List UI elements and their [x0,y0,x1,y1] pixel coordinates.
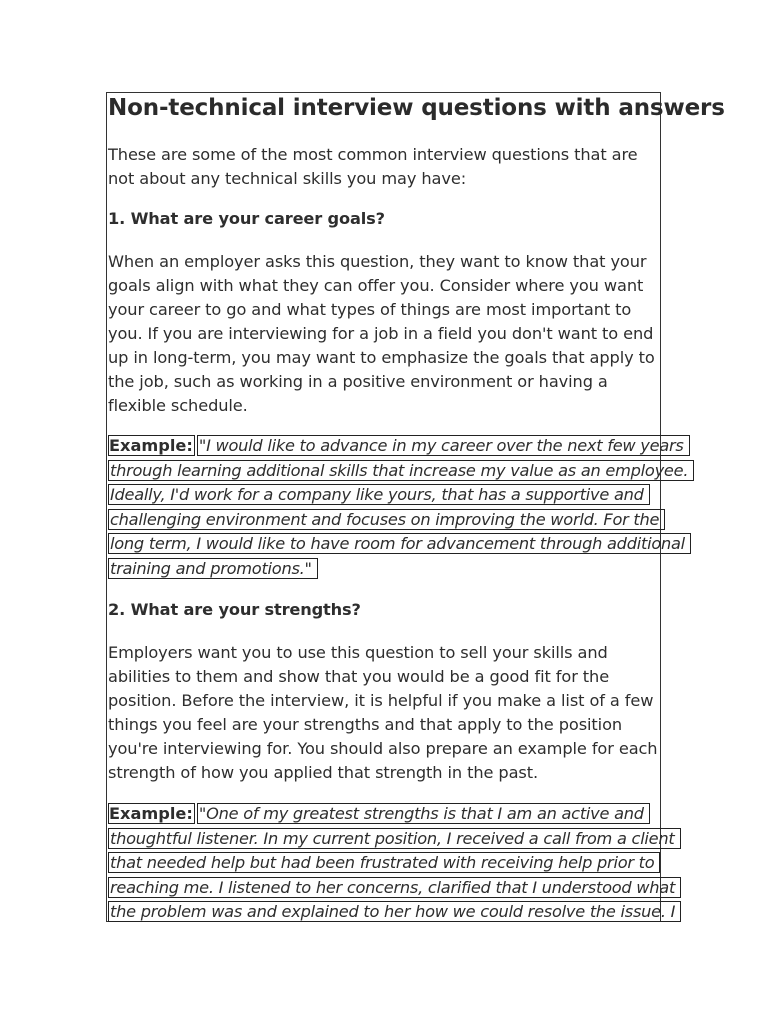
example-text-line: challenging environment and focuses on improving the world. For the [108,509,665,530]
text-line: up in long-term, you may want to emphasize the goals that apply to [108,348,655,367]
example-text-line: Ideally, I'd work for a company like yours, that has a supportive and [108,484,650,505]
question-1-answer [108,250,655,418]
example-text-line: "One of my greatest strengths is that I am an active and [197,803,650,824]
question-1-heading: 1. What are your career goals? [108,209,385,228]
example-text-line: that needed help but had been frustrated with receiving help prior to [108,852,660,873]
example-text-line: long term, I would like to have room for advancement through additional [108,533,691,554]
example-text-line: the problem was and explained to her how we could resolve the issue. I [108,901,681,922]
intro-paragraph [108,143,638,191]
example-label: Example: [109,436,193,455]
example-text-line: reaching me. I listened to her concerns, clarified that I understood what [108,877,681,898]
text-line: the job, such as working in a positive environment or having a [108,372,608,391]
example-text-line: through learning additional skills that increase my value as an employee. [108,460,694,481]
example-text-line: "I would like to advance in my career over the next few years [197,435,690,456]
text-line: you. If you are interviewing for a job in a field you don't want to end [108,324,654,343]
text-line: position. Before the interview, it is helpful if you make a list of a few [108,691,654,710]
example-text-line: thoughtful listener. In my current position, I received a call from a client [108,828,681,849]
document-page [106,92,725,922]
question-2-example [108,802,681,925]
text-line: you're interviewing for. You should also prepare an example for each [108,739,658,758]
page-title: Non-technical interview questions with answers [108,95,725,121]
text-line: your career to go and what types of things are most important to [108,300,632,319]
text-line: strength of how you applied that strength in the past. [108,763,539,782]
question-2-answer [108,641,657,785]
question-2-heading: 2. What are your strengths? [108,600,361,619]
example-text-line: training and promotions." [108,558,318,579]
text-line: not about any technical skills you may have: [108,169,467,188]
example-label: Example: [109,804,193,823]
text-line: flexible schedule. [108,396,248,415]
text-line: goals align with what they can offer you. Consider where you want [108,276,644,295]
text-line: Employers want you to use this question to sell your skills and [108,643,608,662]
text-line: These are some of the most common interview questions that are [108,145,638,164]
question-1-example [108,434,694,582]
text-line: When an employer asks this question, they want to know that your [108,252,647,271]
text-line: things you feel are your strengths and that apply to the position [108,715,623,734]
text-line: abilities to them and show that you would be a good fit for the [108,667,610,686]
